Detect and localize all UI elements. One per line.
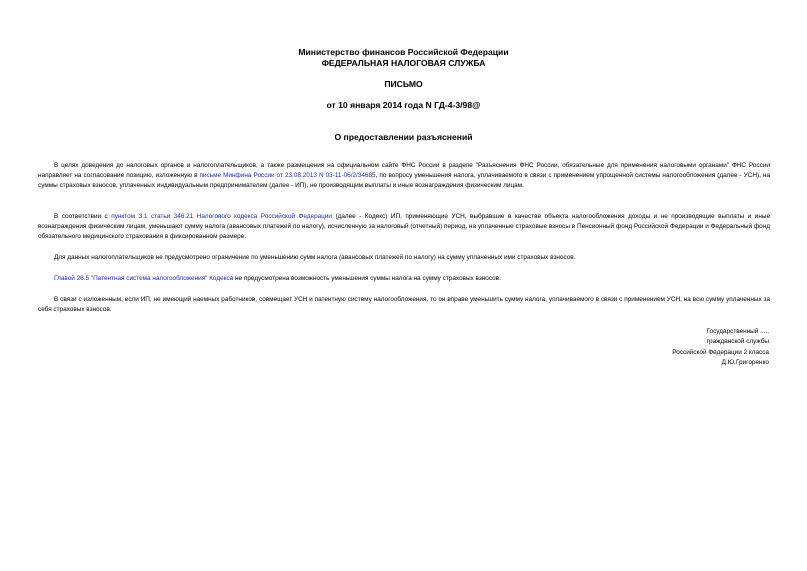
signature-name: Д.Ю.Григоренко (721, 358, 769, 366)
paragraph-2 (38, 212, 770, 243)
service-name: ФЕДЕРАЛЬНАЯ НАЛОГОВАЯ СЛУЖБА (321, 58, 486, 68)
paragraph-5-text: В связи с изложенным, если ИП, не имеющий наемных работников, совмещает УСН и патентную систему налогообложения, то он вправе уменьшить сумму налога, уплачиваемого в связи с применением УСН, на всю сумму уплаченных за себя страховых взносов. (38, 296, 770, 314)
ministry-name: Министерство финансов Российской Федерации (298, 47, 509, 57)
paragraph-1-text-b: , по вопросу уменьшения налога, уплачиваемого в связи с применением упрощенной системы налогообложения (далее - УСН), на суммы страховых взносов, уплаченных индивидуальным предпринимателем (далее - ИП), не производящим выплаты и иные вознаграждения физическим лицам. (38, 172, 771, 190)
link-tax-code-article[interactable]: пунктом 3.1 статьи 346.21 Налогового кодекса Российской Федерации (111, 213, 332, 220)
signature-block (672, 327, 769, 368)
paragraph-2-text-b: (далее - Кодекс) ИП, применяющие УСН, выбравшие в качестве объекта налогообложения доходы и не производящие выплаты и иные вознаграждения физическим лицам, уменьшают сумму налога (авансовых платежей по налогу), исчисленную за налоговый (отчетный) период, на уплаченные страховые взносы в Пенсионный фонд Российской Федерации и Федеральный фонд обязательного медицинского страхования в фиксированном размере. (38, 213, 771, 241)
document-subject: О предоставлении разъяснений (334, 132, 473, 142)
paragraph-4-text-b: не предусмотрена возможность уменьшения суммы налога на сумму страховых взносов. (233, 275, 501, 282)
link-chapter-26-5[interactable]: Главой 26.5 "Патентная система налогообложения" Кодекса (54, 275, 234, 282)
signature-line-3: Российской Федерации 2 класса (672, 348, 769, 356)
document-type: ПИСЬМО (384, 79, 423, 89)
link-minfin-letter[interactable]: письме Минфина России от 23.08.2013 N 03-11-06/2/34685 (199, 172, 376, 180)
paragraph-1 (38, 161, 770, 192)
paragraph-3-text: Для данных налогоплательщиков не предусмотрено ограничение по уменьшению сумм налога (авансовых платежей по налогу) на сумму уплаченных ими страховых взносов. (54, 254, 576, 261)
signature-line-1: Государственный ..... (706, 328, 769, 335)
paragraph-1-text-a: В целях доведения до налоговых органов и налогоплательщиков, а также размещения на официальном сайте ФНС России в разделе "Разъяснения ФНС России, обязательные для применения налоговыми органами" ФНС России направляет на согласование позицию, изложенную в (38, 162, 770, 180)
signature-line-2: гражданской службы (706, 338, 769, 346)
document-date-number: от 10 января 2014 года N ГД-4-3/98@ (326, 100, 481, 110)
paragraph-4 (38, 274, 770, 284)
paragraph-5 (38, 295, 770, 315)
paragraph-2-text-a: В соответствии с (54, 213, 112, 220)
paragraph-3 (38, 253, 770, 263)
